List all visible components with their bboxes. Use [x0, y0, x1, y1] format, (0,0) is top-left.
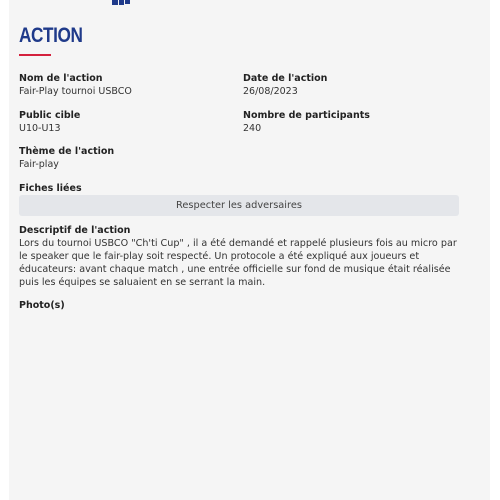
fiche-item-button[interactable]: Respecter les adversaires — [19, 195, 459, 216]
descriptif-text: Lors du tournoi USBCO "Ch'ti Cup" , il a été demandé et rappelé plusieurs fois au micro par le speaker que le fair-play soit respecté. Un protocole a été expliqué aux joueurs et éducateurs: avant chaque match , une entrée officielle sur fond de musique était réalisée puis les équipes se saluaient en se serrant la main. — [19, 238, 457, 288]
field-nom-label: Nom de l'action — [19, 73, 103, 84]
page-title: ACTION — [19, 24, 83, 47]
fiches-label: Fiches liées — [19, 183, 82, 194]
field-nom-value: Fair-Play tournoi USBCO — [19, 86, 132, 97]
field-public — [19, 109, 80, 135]
field-nom — [19, 72, 132, 98]
field-date — [243, 72, 327, 98]
field-theme — [19, 145, 114, 171]
fiches-section — [19, 182, 82, 195]
field-theme-label: Thème de l'action — [19, 146, 115, 157]
field-participants-value: 240 — [243, 123, 262, 134]
field-public-value: U10-U13 — [19, 123, 61, 134]
field-date-label: Date de l'action — [243, 73, 328, 84]
descriptif-section — [19, 224, 459, 289]
descriptif-label: Descriptif de l'action — [19, 225, 131, 236]
field-date-value: 26/08/2023 — [243, 86, 298, 97]
title-underline — [19, 54, 51, 56]
field-participants — [243, 109, 370, 135]
logo-fragment — [112, 0, 132, 6]
photos-section — [19, 299, 65, 312]
photos-label: Photo(s) — [19, 300, 65, 311]
field-theme-value: Fair-play — [19, 159, 59, 170]
field-participants-label: Nombre de participants — [243, 110, 370, 121]
field-public-label: Public cible — [19, 110, 81, 121]
